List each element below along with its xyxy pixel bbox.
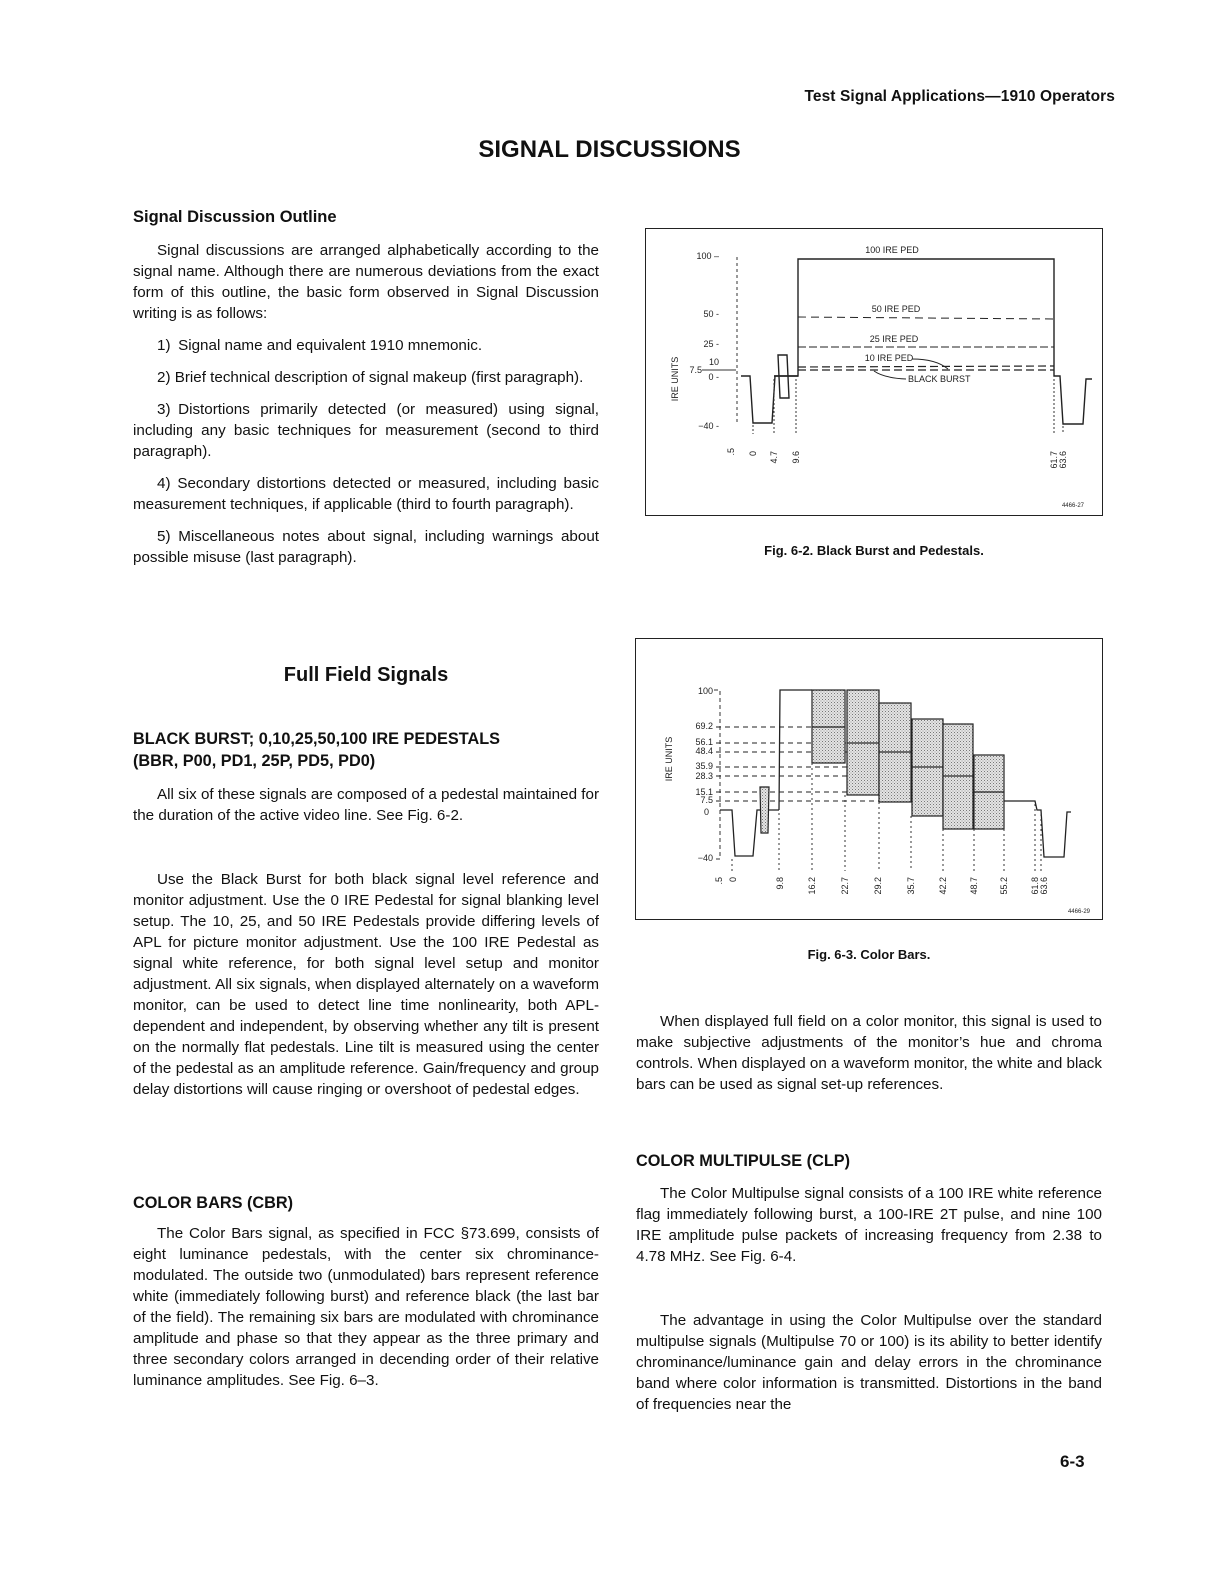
fig62-label-ped50: 50 IRE PED: [871, 304, 921, 314]
svg-text:56.1: 56.1: [695, 737, 713, 747]
color-bars-continued: [636, 1011, 1102, 1095]
svg-text:48.7: 48.7: [969, 877, 979, 895]
full-field-heading: Full Field Signals: [283, 664, 449, 686]
page-number: 6-3: [1060, 1452, 1085, 1471]
color-bars-waveform-chart: [636, 639, 1101, 918]
figure-6-3: [635, 638, 1103, 920]
fig62-xtick-0: 0: [748, 451, 758, 457]
svg-text:22.7: 22.7: [840, 877, 850, 895]
color-bars-para-2: When displayed full field on a color monitor, this signal is used to make subjective adjustments of the monitor’s hue and chroma controls. When displayed on a waveform monitor, the white and black bars can be used as signal set-up references.: [636, 1013, 1102, 1093]
black-burst-para-2: Use the Black Burst for both black signal level reference and monitor adjustment. Use the 0 IRE Pedestal for signal blanking level setup. The 10, 25, and 50 IRE Pedestals provide differing levels of APL for picture monitor adjustment. Use the 100 IRE Pedestal as signal white reference, for both signal level setup and monitor adjustment. All six signals, when displayed alternately on a waveform monitor, can be used to detect line time nonlinearity, both APL-dependent and independent, by observing whether any tilt is present on the normally flat pedestals. Line tilt is measured using the center of the pedestal as an amplitude reference. Gain/frequency and group delay distortions will cause ringing or overshoot of pedestal edges.: [133, 871, 599, 1098]
outline-heading: Signal Discussion Outline: [133, 208, 337, 226]
svg-text:48.4: 48.4: [695, 746, 713, 756]
fig63-ylabel: IRE UNITS: [664, 736, 674, 782]
color-bars-heading: COLOR BARS (CBR): [133, 1194, 294, 1212]
outline-item-1: 1) Signal name and equivalent 1910 mnemonic.: [157, 337, 483, 354]
outline-section: [133, 207, 599, 568]
svg-text:−40: −40: [697, 853, 713, 863]
fig62-code: 4466-27: [1061, 503, 1084, 509]
fig62-label-ped25: 25 IRE PED: [869, 334, 919, 344]
svg-text:42.2: 42.2: [938, 877, 948, 895]
fig62-ytick-neg40: −40 -: [698, 421, 719, 431]
fig62-xtick-4.7: 4.7: [769, 451, 779, 464]
svg-text:55.2: 55.2: [999, 877, 1009, 895]
svg-text:.5: .5: [714, 877, 724, 885]
svg-text:28.3: 28.3: [695, 771, 713, 781]
fig62-label-ped10: 10 IRE PED: [864, 353, 914, 363]
fig62-ytick-0: 0 -: [708, 372, 719, 382]
svg-text:100: 100: [697, 686, 713, 696]
fig62-ytick-100: 100 –: [696, 251, 719, 261]
svg-text:7.5: 7.5: [700, 795, 713, 805]
fig62-xtick-61.7: 61.7: [1049, 451, 1059, 469]
color-multipulse-heading: COLOR MULTIPULSE (CLP): [636, 1152, 851, 1170]
color-bars-section: [133, 1192, 599, 1391]
svg-text:61.8: 61.8: [1030, 877, 1040, 895]
color-multipulse-para-2: The advantage in using the Color Multipulse over the standard multipulse signals (Multipulse 70 or 100) is its ability to better identify chrominance/luminance gain and delay errors in the chrominance band where color information is transmitted. Distortions in the band of frequencies near the: [636, 1312, 1102, 1413]
svg-text:35.9: 35.9: [695, 761, 713, 771]
svg-text:35.7: 35.7: [906, 877, 916, 895]
fig62-xtick-63.6: 63.6: [1058, 451, 1068, 469]
fig62-xtick-9.6: 9.6: [791, 451, 801, 464]
svg-text:0: 0: [728, 877, 738, 883]
fig62-ytick-25: 25 -: [703, 339, 719, 349]
svg-text:15.1: 15.1: [695, 787, 713, 797]
black-burst-heading-line1: BLACK BURST; 0,10,25,50,100 IRE PEDESTALS: [133, 730, 501, 748]
fig62-label-burst: BLACK BURST: [908, 374, 971, 384]
outline-item-3: 3) Distortions primarily detected (or measured) using signal, including any basic techniques for measurement (second to third paragraph).: [133, 401, 599, 460]
fig62-label-ped100: 100 IRE PED: [865, 245, 919, 255]
fig62-xtick-neg0.5: .5: [726, 448, 736, 456]
fig-6-2-caption: Fig. 6-2. Black Burst and Pedestals.: [764, 543, 984, 558]
svg-text:9.8: 9.8: [775, 877, 785, 890]
fig62-ytick-50: 50 -: [703, 309, 719, 319]
fig63-code: 4466-29: [1067, 909, 1090, 915]
fig-6-3-caption: Fig. 6-3. Color Bars.: [807, 947, 931, 962]
fig62-ytick-7.5: 7.5: [689, 365, 702, 375]
figure-6-2: [645, 228, 1103, 516]
black-burst-waveform-chart: [646, 229, 1101, 514]
black-burst-heading-line2: (BBR, P00, PD1, 25P, PD5, PD0): [133, 752, 376, 770]
svg-text:63.6: 63.6: [1039, 877, 1049, 895]
svg-text:29.2: 29.2: [873, 877, 883, 895]
color-multipulse-section: [636, 1150, 1102, 1415]
black-burst-para-1: All six of these signals are composed of a pedestal maintained for the duration of the active video line. See Fig. 6-2.: [133, 786, 599, 824]
full-field-section: [133, 665, 599, 1100]
fig62-ytick-10: 10: [708, 357, 719, 367]
outline-intro: Signal discussions are arranged alphabetically according to the signal name. Although there are numerous deviations from the exact form of this outline, the basic form observed in Signal Discussion writing is as follows:: [133, 242, 599, 322]
color-bars-para-1: The Color Bars signal, as specified in FCC §73.699, consists of eight luminance pedestals, with the center six chrominance-modulated. The outside two (unmodulated) bars represent reference white (immediately following burst) and reference black (the last bar of the field). The remaining six bars are modulated with chrominance amplitude and phase so that they appear as the three primary and three secondary colors arranged in decending order of their relative luminance amplitudes. See Fig. 6–3.: [133, 1225, 599, 1389]
fig62-ylabel: IRE UNITS: [670, 356, 680, 402]
outline-item-2: 2) Brief technical description of signal makeup (first paragraph).: [157, 369, 584, 386]
svg-text:0: 0: [703, 807, 709, 817]
running-head: Test Signal Applications—1910 Operators: [804, 88, 1115, 105]
outline-item-5: 5) Miscellaneous notes about signal, including warnings about possible misuse (last paragraph).: [133, 528, 599, 566]
svg-text:69.2: 69.2: [695, 721, 713, 731]
page-title: SIGNAL DISCUSSIONS: [478, 136, 741, 163]
outline-item-4: 4) Secondary distortions detected or measured, including basic measurement techniques, if applicable (third to fourth paragraph).: [133, 475, 599, 513]
svg-text:16.2: 16.2: [807, 877, 817, 895]
color-multipulse-para-1: The Color Multipulse signal consists of a 100 IRE white reference flag immediately following burst, a 100-IRE 2T pulse, and nine 100 IRE amplitude pulse packets of increasing frequency from 2.38 to 4.78 MHz. See Fig. 6-4.: [636, 1185, 1102, 1265]
